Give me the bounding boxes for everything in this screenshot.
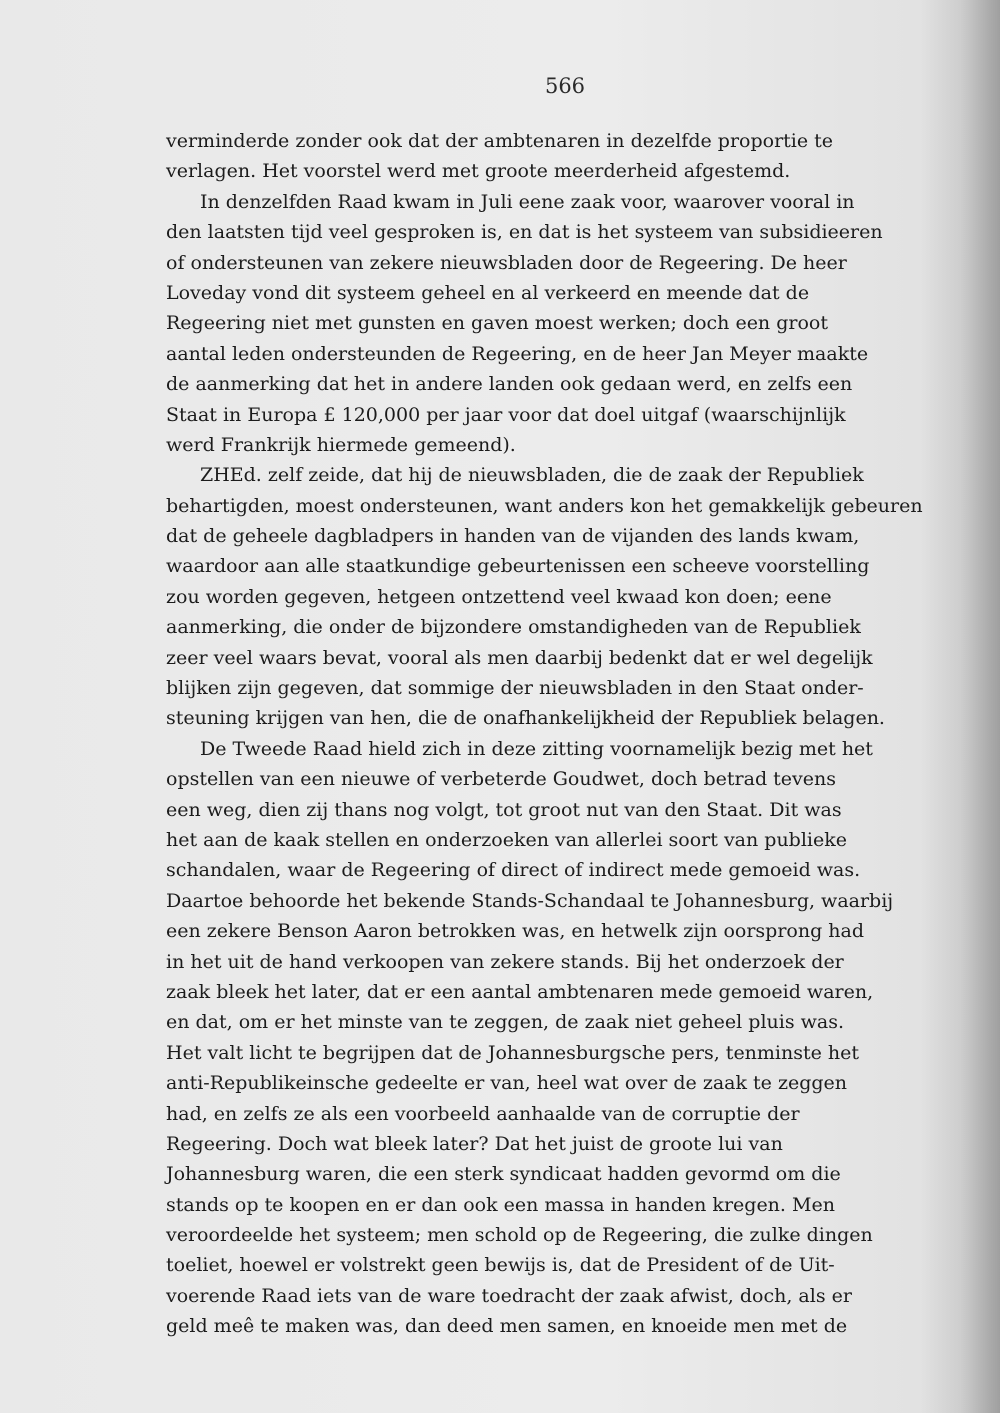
text-line: zou worden gegeven, hetgeen ontzettend veel kwaad kon doen; eene <box>166 585 832 608</box>
text-line: Daartoe behoorde het bekende Stands-Schandaal te Johannesburg, waarbij <box>166 889 894 912</box>
text-line: had, en zelfs ze als een voorbeeld aanhaalde van de corruptie der <box>166 1102 800 1125</box>
text-line: stands op te koopen en er dan ook een massa in handen kregen. Men <box>166 1193 835 1216</box>
text-line: opstellen van een nieuwe of verbeterde Goudwet, doch betrad tevens <box>166 768 836 791</box>
text-line: en dat, om er het minste van te zeggen, de zaak niet geheel pluis was. <box>166 1011 845 1034</box>
text-line: dat de geheele dagbladpers in handen van de vijanden des lands kwam, <box>166 525 860 548</box>
text-line: den laatsten tijd veel gesproken is, en dat is het systeem van subsidieeren <box>166 221 883 244</box>
text-line: zaak bleek het later, dat er een aantal ambtenaren mede gemoeid waren, <box>166 980 874 1003</box>
text-line: behartigden, moest ondersteunen, want anders kon het gemakkelijk gebeuren <box>166 494 923 517</box>
text-line: aanmerking, die onder de bijzondere omstandigheden van de Republiek <box>166 616 861 639</box>
text-line: voerende Raad iets van de ware toedracht der zaak afwist, doch, als er <box>166 1284 852 1307</box>
text-line: veroordeelde het systeem; men schold op de Regeering, die zulke dingen <box>166 1224 873 1247</box>
text-line: anti-Republikeinsche gedeelte er van, heel wat over de zaak te zeggen <box>166 1072 848 1095</box>
text-line: geld meê te maken was, dan deed men samen, en knoeide men met de <box>166 1315 848 1338</box>
text-line: Het valt licht te begrijpen dat de Johannesburgsche pers, tenminste het <box>166 1041 860 1064</box>
page-edge-shadow <box>960 0 1000 1413</box>
text-line: Loveday vond dit systeem geheel en al verkeerd en meende dat de <box>166 281 810 304</box>
page-body-text <box>166 126 962 1342</box>
text-line: in het uit de hand verkoopen van zekere stands. Bij het onderzoek der <box>166 950 844 973</box>
text-line: of ondersteunen van zekere nieuwsbladen door de Regeering. De heer <box>166 251 847 274</box>
text-line: Regeering. Doch wat bleek later? Dat het juist de groote lui van <box>166 1132 783 1155</box>
text-line: toeliet, hoewel er volstrekt geen bewijs is, dat de President of de Uit- <box>166 1254 835 1277</box>
text-line: zeer veel waars bevat, vooral als men daarbij bedenkt dat er wel degelijk <box>166 646 873 669</box>
text-line: In denzelfden Raad kwam in Juli eene zaak voor, waarover vooral in <box>200 190 855 213</box>
text-line: Staat in Europa £ 120,000 per jaar voor dat doel uitgaf (waarschijnlijk <box>166 403 846 426</box>
text-line: verlagen. Het voorstel werd met groote meerderheid afgestemd. <box>166 160 791 183</box>
text-line: ZHEd. zelf zeide, dat hij de nieuwsbladen, die de zaak der Republiek <box>200 464 864 487</box>
text-line: waardoor aan alle staatkundige gebeurtenissen een scheeve voorstelling <box>166 555 870 578</box>
text-line: schandalen, waar de Regeering of direct of indirect mede gemoeid was. <box>166 859 861 882</box>
page-number: 566 <box>544 74 586 98</box>
text-line: werd Frankrijk hiermede gemeend). <box>166 433 516 456</box>
text-line: steuning krijgen van hen, die de onafhankelijkheid der Republiek belagen. <box>166 707 885 730</box>
text-line: de aanmerking dat het in andere landen ook gedaan werd, en zelfs een <box>166 373 853 396</box>
text-line: Johannesburg waren, die een sterk syndicaat hadden gevormd om die <box>166 1163 841 1186</box>
text-line: het aan de kaak stellen en onderzoeken van allerlei soort van publieke <box>166 828 847 851</box>
text-line: aantal leden ondersteunden de Regeering, en de heer Jan Meyer maakte <box>166 342 869 365</box>
text-line: verminderde zonder ook dat der ambtenaren in dezelfde proportie te <box>166 130 834 152</box>
text-line: Regeering niet met gunsten en gaven moest werken; doch een groot <box>166 312 828 335</box>
text-line: De Tweede Raad hield zich in deze zitting voornamelijk bezig met het <box>200 737 873 760</box>
text-line: blijken zijn gegeven, dat sommige der nieuwsbladen in den Staat onder- <box>166 677 864 700</box>
text-line: een zekere Benson Aaron betrokken was, en hetwelk zijn oorsprong had <box>166 920 865 943</box>
text-line: een weg, dien zij thans nog volgt, tot groot nut van den Staat. Dit was <box>166 798 842 821</box>
